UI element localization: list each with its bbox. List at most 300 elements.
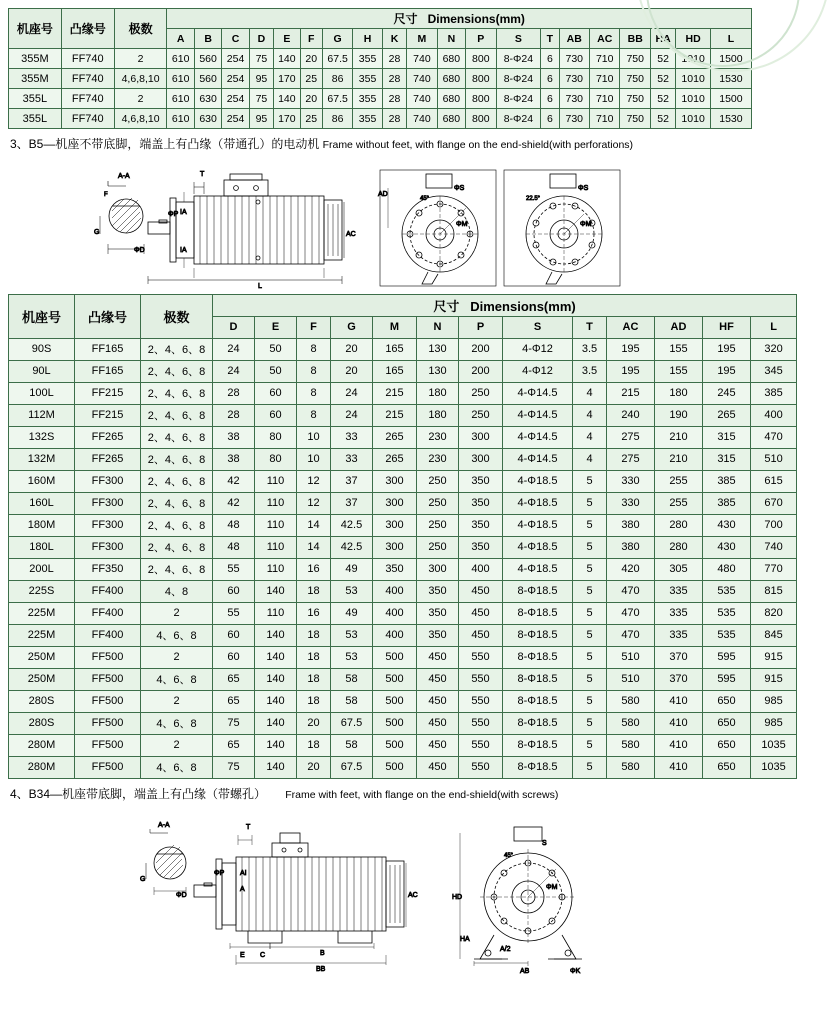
t2-cell-s: 8-Φ18.5 xyxy=(503,646,573,668)
t2-cell-p: 550 xyxy=(459,756,503,778)
t2-cell-p: 450 xyxy=(459,580,503,602)
t2-cell-d: 24 xyxy=(213,360,255,382)
t2-cell-s: 8-Φ18.5 xyxy=(503,668,573,690)
t1-cell-e: 140 xyxy=(274,49,300,69)
t1-cell-l: 1530 xyxy=(710,69,751,89)
t2-cell-p: 350 xyxy=(459,470,503,492)
t2-cell-hf: 265 xyxy=(703,404,751,426)
t2-cell-ad: 280 xyxy=(655,514,703,536)
t2-cell-e: 140 xyxy=(255,624,297,646)
t1-cell-k: 28 xyxy=(382,69,406,89)
svg-text:ΦK: ΦK xyxy=(570,968,581,976)
t2-cell-t: 5 xyxy=(573,756,607,778)
t2-col-d: D xyxy=(213,316,255,338)
t1-cell-t: 6 xyxy=(541,89,559,109)
figure-b34-motor-drawing xyxy=(8,805,752,980)
t2-cell-hf: 650 xyxy=(703,734,751,756)
table-row xyxy=(9,338,797,360)
t2-cell-t: 4 xyxy=(573,382,607,404)
t2-cell-flange: FF400 xyxy=(75,602,141,624)
t2-cell-e: 140 xyxy=(255,712,297,734)
t2-cell-g: 49 xyxy=(331,602,373,624)
t2-cell-ac: 580 xyxy=(607,690,655,712)
t2-cell-ac: 420 xyxy=(607,558,655,580)
t2-cell-l: 915 xyxy=(751,668,797,690)
t2-cell-e: 60 xyxy=(255,382,297,404)
t2-cell-flange: FF215 xyxy=(75,382,141,404)
t2-cell-p: 550 xyxy=(459,712,503,734)
table-row xyxy=(9,558,797,580)
table-row xyxy=(9,109,752,129)
t2-cell-m: 300 xyxy=(373,514,417,536)
t1-cell-p: 800 xyxy=(466,49,496,69)
t2-cell-ad: 410 xyxy=(655,690,703,712)
t2-cell-ac: 580 xyxy=(607,734,655,756)
t2-cell-g: 49 xyxy=(331,558,373,580)
t2-cell-m: 500 xyxy=(373,690,417,712)
t2-cell-n: 350 xyxy=(417,624,459,646)
t2-cell-p: 250 xyxy=(459,404,503,426)
t2-cell-ac: 330 xyxy=(607,492,655,514)
t2-cell-d: 55 xyxy=(213,602,255,624)
t2-cell-t: 5 xyxy=(573,492,607,514)
table-row xyxy=(9,646,797,668)
t2-cell-poles: 2、4、6、8 xyxy=(141,536,213,558)
t2-cell-m: 215 xyxy=(373,382,417,404)
t2-cell-poles: 2 xyxy=(141,734,213,756)
svg-text:T: T xyxy=(200,170,205,178)
t2-cell-f: 14 xyxy=(297,536,331,558)
t2-cell-e: 110 xyxy=(255,492,297,514)
t2-cell-hf: 535 xyxy=(703,624,751,646)
t2-col-l: L xyxy=(751,316,797,338)
t2-cell-ad: 370 xyxy=(655,646,703,668)
t1-col-bb: BB xyxy=(620,29,650,49)
t2-cell-t: 5 xyxy=(573,734,607,756)
t1-cell-poles: 4,6,8,10 xyxy=(114,109,167,129)
t2-cell-ad: 180 xyxy=(655,382,703,404)
table-row xyxy=(9,756,797,778)
t2-cell-f: 10 xyxy=(297,426,331,448)
t2-cell-frame: 250M xyxy=(9,668,75,690)
t2-cell-m: 165 xyxy=(373,338,417,360)
t2-cell-l: 770 xyxy=(751,558,797,580)
t2-cell-d: 65 xyxy=(213,734,255,756)
t2-cell-t: 5 xyxy=(573,712,607,734)
t1-cell-k: 28 xyxy=(382,49,406,69)
t2-cell-poles: 2、4、6、8 xyxy=(141,470,213,492)
t2-cell-p: 350 xyxy=(459,492,503,514)
t2-cell-p: 550 xyxy=(459,668,503,690)
t2-cell-m: 500 xyxy=(373,668,417,690)
t2-cell-ad: 305 xyxy=(655,558,703,580)
svg-text:A-A: A-A xyxy=(158,822,170,830)
t2-cell-frame: 112M xyxy=(9,404,75,426)
t2-cell-g: 42.5 xyxy=(331,536,373,558)
t2-cell-flange: FF165 xyxy=(75,338,141,360)
t2-cell-ac: 580 xyxy=(607,756,655,778)
table-row xyxy=(9,734,797,756)
t2-cell-hf: 595 xyxy=(703,668,751,690)
table-row xyxy=(9,382,797,404)
t1-cell-t: 6 xyxy=(541,109,559,129)
t1-cell-s: 8-Φ24 xyxy=(496,49,541,69)
t2-cell-n: 250 xyxy=(417,492,459,514)
t2-cell-n: 130 xyxy=(417,360,459,382)
t2-cell-e: 50 xyxy=(255,338,297,360)
t2-cell-hf: 315 xyxy=(703,426,751,448)
t1-cell-c: 254 xyxy=(222,49,249,69)
table-row xyxy=(9,49,752,69)
t2-cell-m: 300 xyxy=(373,536,417,558)
t2-cell-f: 16 xyxy=(297,602,331,624)
t2-cell-poles: 2、4、6、8 xyxy=(141,514,213,536)
t2-col-ac: AC xyxy=(607,316,655,338)
t2-cell-poles: 4、8 xyxy=(141,580,213,602)
t1-col-s: S xyxy=(496,29,541,49)
t2-cell-m: 400 xyxy=(373,624,417,646)
t1-cell-d: 95 xyxy=(249,109,273,129)
t2-cell-p: 550 xyxy=(459,734,503,756)
t2-cell-flange: FF500 xyxy=(75,712,141,734)
t2-cell-ac: 470 xyxy=(607,602,655,624)
t2-cell-poles: 2、4、6、8 xyxy=(141,404,213,426)
t2-cell-ac: 510 xyxy=(607,668,655,690)
table-row xyxy=(9,624,797,646)
t2-cell-e: 60 xyxy=(255,404,297,426)
t1-cell-poles: 4,6,8,10 xyxy=(114,69,167,89)
t1-cell-ha: 52 xyxy=(650,49,675,69)
caption-b34-cn: 4、B34—机座带底脚，端盖上有凸缘（带螺孔） xyxy=(10,786,267,801)
t2-cell-l: 670 xyxy=(751,492,797,514)
t1-cell-t: 6 xyxy=(541,69,559,89)
t2-cell-f: 18 xyxy=(297,734,331,756)
t2-header-flange: 凸缘号 xyxy=(75,294,141,338)
t2-cell-poles: 2 xyxy=(141,690,213,712)
t1-cell-a: 610 xyxy=(167,109,194,129)
t1-cell-c: 254 xyxy=(222,89,249,109)
t2-cell-hf: 195 xyxy=(703,338,751,360)
t2-cell-e: 110 xyxy=(255,536,297,558)
t1-header-flange: 凸缘号 xyxy=(61,9,114,49)
table-row xyxy=(9,448,797,470)
t1-cell-ac: 710 xyxy=(590,89,620,109)
t1-col-e: E xyxy=(274,29,300,49)
t2-cell-s: 4-Φ18.5 xyxy=(503,536,573,558)
t2-cell-d: 75 xyxy=(213,712,255,734)
t2-cell-flange: FF265 xyxy=(75,448,141,470)
t2-cell-d: 65 xyxy=(213,668,255,690)
t2-cell-poles: 2、4、6、8 xyxy=(141,448,213,470)
t2-cell-d: 48 xyxy=(213,514,255,536)
t1-cell-b: 630 xyxy=(194,109,221,129)
t2-cell-t: 4 xyxy=(573,404,607,426)
t2-cell-m: 300 xyxy=(373,470,417,492)
t2-cell-d: 55 xyxy=(213,558,255,580)
t2-cell-ac: 580 xyxy=(607,712,655,734)
t2-cell-g: 42.5 xyxy=(331,514,373,536)
t2-cell-g: 33 xyxy=(331,448,373,470)
t2-cell-hf: 385 xyxy=(703,492,751,514)
t2-cell-ac: 195 xyxy=(607,360,655,382)
t1-cell-n: 680 xyxy=(437,69,465,89)
svg-text:B: B xyxy=(320,950,325,958)
t1-header-dimensions xyxy=(167,9,752,29)
t2-cell-ad: 410 xyxy=(655,756,703,778)
t2-cell-frame: 225S xyxy=(9,580,75,602)
t2-cell-poles: 4、6、8 xyxy=(141,668,213,690)
t2-cell-n: 130 xyxy=(417,338,459,360)
t1-cell-ab: 730 xyxy=(559,109,589,129)
t2-cell-l: 385 xyxy=(751,382,797,404)
t1-cell-b: 560 xyxy=(194,49,221,69)
t1-cell-poles: 2 xyxy=(114,89,167,109)
t2-cell-g: 24 xyxy=(331,382,373,404)
t2-cell-g: 58 xyxy=(331,734,373,756)
t2-cell-t: 4 xyxy=(573,426,607,448)
t2-cell-m: 165 xyxy=(373,360,417,382)
t1-cell-g: 67.5 xyxy=(322,89,352,109)
t1-cell-ha: 52 xyxy=(650,89,675,109)
t2-cell-m: 400 xyxy=(373,580,417,602)
t2-cell-e: 80 xyxy=(255,426,297,448)
t2-col-t: T xyxy=(573,316,607,338)
table-row xyxy=(9,536,797,558)
t2-cell-n: 450 xyxy=(417,756,459,778)
t1-cell-b: 630 xyxy=(194,89,221,109)
t2-cell-p: 400 xyxy=(459,558,503,580)
t2-cell-ac: 380 xyxy=(607,514,655,536)
t2-cell-poles: 4、6、8 xyxy=(141,712,213,734)
table-row xyxy=(9,580,797,602)
t2-cell-l: 320 xyxy=(751,338,797,360)
t1-col-n: N xyxy=(437,29,465,49)
svg-text:BB: BB xyxy=(316,966,326,974)
t2-cell-s: 4-Φ14.5 xyxy=(503,426,573,448)
t1-cell-e: 170 xyxy=(274,69,300,89)
t1-cell-p: 800 xyxy=(466,69,496,89)
svg-text:45°: 45° xyxy=(504,853,514,860)
svg-text:ΦM: ΦM xyxy=(580,220,592,228)
t2-cell-t: 5 xyxy=(573,690,607,712)
t2-cell-n: 450 xyxy=(417,646,459,668)
svg-text:A-A: A-A xyxy=(118,172,130,180)
t2-cell-d: 60 xyxy=(213,624,255,646)
t1-col-ab: AB xyxy=(559,29,589,49)
table-row xyxy=(9,89,752,109)
t2-cell-l: 820 xyxy=(751,602,797,624)
t2-col-g: G xyxy=(331,316,373,338)
t2-col-p: P xyxy=(459,316,503,338)
t2-cell-ad: 335 xyxy=(655,602,703,624)
t1-header-dimensions-en: Dimensions(mm) xyxy=(427,12,525,26)
t2-cell-s: 4-Φ14.5 xyxy=(503,404,573,426)
t2-cell-hf: 650 xyxy=(703,712,751,734)
t1-col-a: A xyxy=(167,29,194,49)
t1-cell-t: 6 xyxy=(541,49,559,69)
t2-cell-p: 550 xyxy=(459,646,503,668)
t2-cell-g: 37 xyxy=(331,492,373,514)
t2-cell-poles: 2 xyxy=(141,602,213,624)
t2-cell-ac: 330 xyxy=(607,470,655,492)
t1-cell-bb: 750 xyxy=(620,109,650,129)
t2-cell-d: 60 xyxy=(213,580,255,602)
t2-cell-n: 450 xyxy=(417,734,459,756)
t2-cell-l: 1035 xyxy=(751,734,797,756)
t2-cell-flange: FF400 xyxy=(75,624,141,646)
t1-cell-n: 680 xyxy=(437,109,465,129)
table-row xyxy=(9,712,797,734)
t2-cell-m: 300 xyxy=(373,492,417,514)
t1-cell-f: 20 xyxy=(300,89,322,109)
svg-text:C: C xyxy=(260,952,266,960)
t2-cell-e: 140 xyxy=(255,646,297,668)
t1-cell-l: 1500 xyxy=(710,89,751,109)
t1-cell-ac: 710 xyxy=(590,69,620,89)
t1-header-poles: 极数 xyxy=(114,9,167,49)
t2-cell-p: 450 xyxy=(459,602,503,624)
t2-cell-p: 300 xyxy=(459,448,503,470)
t1-cell-frame: 355M xyxy=(9,69,62,89)
table-row xyxy=(9,668,797,690)
t2-cell-poles: 2、4、6、8 xyxy=(141,426,213,448)
t2-cell-poles: 2、4、6、8 xyxy=(141,558,213,580)
t1-cell-d: 95 xyxy=(249,69,273,89)
t2-header-poles: 极数 xyxy=(141,294,213,338)
t2-cell-ac: 470 xyxy=(607,624,655,646)
t2-cell-f: 12 xyxy=(297,470,331,492)
t1-cell-e: 140 xyxy=(274,89,300,109)
t2-cell-m: 500 xyxy=(373,712,417,734)
t2-cell-f: 18 xyxy=(297,624,331,646)
t2-cell-flange: FF400 xyxy=(75,580,141,602)
t1-cell-g: 86 xyxy=(322,109,352,129)
t1-cell-ha: 52 xyxy=(650,109,675,129)
t2-cell-l: 615 xyxy=(751,470,797,492)
t1-col-g: G xyxy=(322,29,352,49)
t2-cell-frame: 132M xyxy=(9,448,75,470)
svg-text:AC: AC xyxy=(408,892,418,900)
t2-cell-s: 4-Φ18.5 xyxy=(503,514,573,536)
t2-cell-l: 400 xyxy=(751,404,797,426)
t1-cell-poles: 2 xyxy=(114,49,167,69)
t2-cell-e: 110 xyxy=(255,470,297,492)
t2-cell-t: 4 xyxy=(573,448,607,470)
t1-cell-flange: FF740 xyxy=(61,89,114,109)
t1-cell-ac: 710 xyxy=(590,109,620,129)
t2-cell-f: 12 xyxy=(297,492,331,514)
t2-cell-hf: 430 xyxy=(703,536,751,558)
t2-cell-frame: 200L xyxy=(9,558,75,580)
t1-cell-l: 1530 xyxy=(710,109,751,129)
t1-cell-ab: 730 xyxy=(559,49,589,69)
t2-cell-g: 20 xyxy=(331,360,373,382)
t2-cell-l: 470 xyxy=(751,426,797,448)
t2-cell-m: 265 xyxy=(373,426,417,448)
t1-col-t: T xyxy=(541,29,559,49)
svg-text:ΦM: ΦM xyxy=(456,220,468,228)
t2-cell-poles: 2、4、6、8 xyxy=(141,360,213,382)
t2-cell-t: 5 xyxy=(573,514,607,536)
svg-text:F: F xyxy=(104,191,108,198)
t1-cell-hd: 1010 xyxy=(676,109,711,129)
t2-cell-p: 350 xyxy=(459,536,503,558)
svg-text:22.5°: 22.5° xyxy=(526,195,541,202)
t1-cell-a: 610 xyxy=(167,49,194,69)
t1-header-frame: 机座号 xyxy=(9,9,62,49)
t2-header-frame: 机座号 xyxy=(9,294,75,338)
t2-cell-ac: 275 xyxy=(607,448,655,470)
t1-cell-m: 740 xyxy=(407,89,437,109)
t2-cell-frame: 280M xyxy=(9,756,75,778)
svg-text:A/2: A/2 xyxy=(500,946,511,954)
t2-cell-l: 915 xyxy=(751,646,797,668)
t2-cell-g: 53 xyxy=(331,580,373,602)
t2-cell-frame: 160M xyxy=(9,470,75,492)
svg-text:AD: AD xyxy=(378,190,388,198)
t2-cell-ad: 155 xyxy=(655,360,703,382)
table-row xyxy=(9,404,797,426)
t2-cell-hf: 430 xyxy=(703,514,751,536)
t2-cell-s: 8-Φ18.5 xyxy=(503,712,573,734)
t2-cell-g: 53 xyxy=(331,646,373,668)
t2-cell-ac: 240 xyxy=(607,404,655,426)
t2-cell-n: 450 xyxy=(417,690,459,712)
t2-cell-ad: 155 xyxy=(655,338,703,360)
t2-cell-l: 345 xyxy=(751,360,797,382)
t2-cell-ac: 275 xyxy=(607,426,655,448)
t1-cell-h: 355 xyxy=(353,109,382,129)
t2-cell-ad: 210 xyxy=(655,426,703,448)
t2-cell-p: 200 xyxy=(459,360,503,382)
t2-cell-m: 265 xyxy=(373,448,417,470)
t2-cell-flange: FF500 xyxy=(75,734,141,756)
t2-cell-s: 8-Φ18.5 xyxy=(503,580,573,602)
t2-cell-s: 4-Φ12 xyxy=(503,360,573,382)
t1-cell-s: 8-Φ24 xyxy=(496,69,541,89)
t2-cell-ad: 190 xyxy=(655,404,703,426)
t2-cell-poles: 2、4、6、8 xyxy=(141,338,213,360)
t1-cell-g: 86 xyxy=(322,69,352,89)
t1-cell-c: 254 xyxy=(222,109,249,129)
t2-cell-g: 53 xyxy=(331,624,373,646)
t1-cell-hd: 1010 xyxy=(676,49,711,69)
t2-cell-frame: 280S xyxy=(9,690,75,712)
t2-cell-l: 700 xyxy=(751,514,797,536)
t2-cell-frame: 225M xyxy=(9,624,75,646)
t2-cell-flange: FF300 xyxy=(75,514,141,536)
t1-col-l: L xyxy=(710,29,751,49)
t2-cell-m: 350 xyxy=(373,558,417,580)
caption-b34 xyxy=(10,786,750,804)
t2-cell-n: 230 xyxy=(417,448,459,470)
t2-cell-g: 58 xyxy=(331,668,373,690)
t2-cell-hf: 595 xyxy=(703,646,751,668)
t2-cell-g: 67.5 xyxy=(331,756,373,778)
t2-header-dimensions xyxy=(213,294,797,316)
t2-cell-d: 38 xyxy=(213,426,255,448)
t2-cell-hf: 650 xyxy=(703,690,751,712)
t2-cell-e: 140 xyxy=(255,734,297,756)
t2-cell-s: 4-Φ14.5 xyxy=(503,382,573,404)
t2-cell-e: 80 xyxy=(255,448,297,470)
t2-cell-n: 450 xyxy=(417,668,459,690)
t1-cell-s: 8-Φ24 xyxy=(496,109,541,129)
t1-col-k: K xyxy=(382,29,406,49)
svg-text:G: G xyxy=(94,228,100,236)
t2-cell-m: 500 xyxy=(373,734,417,756)
svg-text:ΦD: ΦD xyxy=(134,246,145,254)
